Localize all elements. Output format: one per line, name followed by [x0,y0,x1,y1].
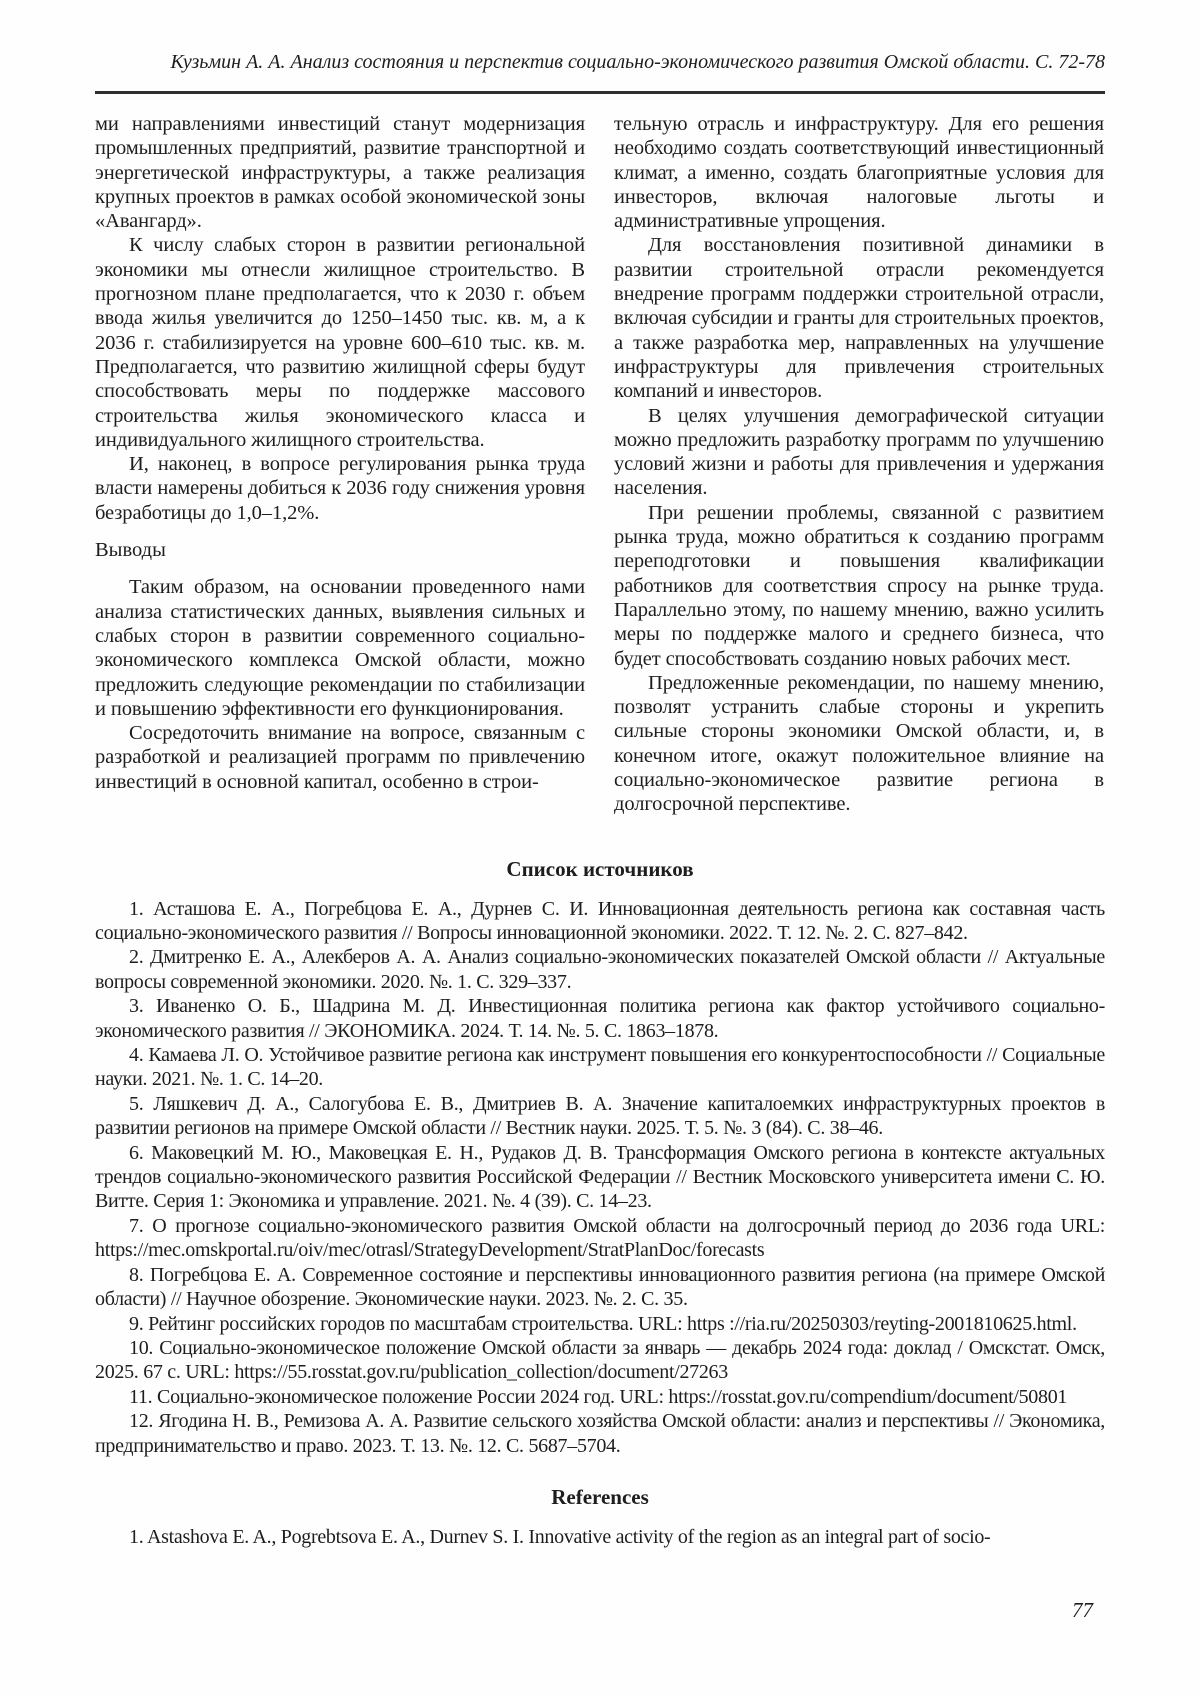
reference-item: 5. Ляшкевич Д. А., Салогубова Е. В., Дмитриев В. А. Значение капиталоемких инфраструктурных проектов в развитии регионов на примере Омской области // Вестник науки. 2025. Т. 5. №. 3 (84). С. 38–46. [95,1092,1105,1140]
paragraph: Для восстановления позитивной динамики в развитии строительной отрасли рекомендуется внедрение программ поддержки строительной отрасли, включая субсидии и гранты для строительных проектов, а также разработка мер, направленных на улучшение инфраструктуры для привлечения строительных компаний и инвесторов. [614,234,1104,403]
left-column [95,112,585,794]
paragraph: В целях улучшения демографической ситуации можно предложить разработку программ по улучшению условий жизни и работы для привлечения и удержания населения. [614,404,1104,500]
reference-item: 3. Иваненко О. Б., Шадрина М. Д. Инвестиционная политика региона как фактор устойчивого социально-экономического развития // ЭКОНОМИКА. 2024. Т. 14. №. 5. С. 1863–1878. [95,995,1105,1042]
reference-item: 1. Асташова Е. А., Погребцова Е. А., Дурнев С. И. Инновационная деятельность региона как составная часть социально-экономического развития // Вопросы инновационной экономики. 2022. Т. 12. №. 2. С. 827–842. [95,897,1105,945]
reference-item: 4. Камаева Л. О. Устойчивое развитие региона как инструмент повышения его конкурентоспособности // Социальные науки. 2021. №. 1. С. 14–20. [95,1044,1105,1091]
paragraph: Сосредоточить внимание на вопросе, связанным с разработкой и реализацией программ по привлечению инвестиций в основной капитал, особенно в строи- [95,722,585,793]
running-head: Кузьмин А. А. Анализ состояния и перспектив социально-экономического развития Омской области. С. 72-78 [170,51,1105,73]
reference-item: 8. Погребцова Е. А. Современное состояние и перспективы инновационного развития региона (на примере Омской области) // Научное обозрение. Экономические науки. 2023. №. 2. С. 35. [95,1263,1105,1311]
paragraph: При решении проблемы, связанной с развитием рынка труда, можно обратиться к созданию программ переподготовки и повышения квалификации работников для соответствия спросу на рынке труда. Параллельно этому, по нашему мнению, важно усилить меры по поддержке малого и среднего бизнеса, что будет способствовать созданию новых рабочих мест. [614,501,1104,670]
paragraph: ми направлениями инвестиций станут модернизация промышленных предприятий, развитие транспортной и энергетической инфраструктуры, а также реализация крупных проектов в рамках особой экономической зоны «Авангард». [95,113,585,233]
sources-heading: Список источников [506,856,694,881]
two-column-body [95,112,1105,817]
reference-item: 7. О прогнозе социально-экономического развития Омской области на долгосрочный период до 2036 года URL: https://mec.omskportal.ru/oiv/mec/otrasl/StrategyDevelopment/StratPlanDoc/forecasts [95,1214,1105,1262]
references-list [95,1525,1105,1549]
reference-item: 9. Рейтинг российских городов по масштабам строительства. URL: https ://ria.ru/20250303/reyting-2001810625.html. [129,1312,1077,1335]
references-heading: References [551,1484,649,1509]
right-column [614,112,1104,817]
sources-list [95,897,1105,1458]
sources-section [95,857,1105,1458]
reference-item: 10. Социально-экономическое положение Омской области за январь — декабрь 2024 года: доклад / Омскстат. Омск, 2025. 67 с. URL: https://55.rosstat.gov.ru/publication_collection/document/27263 [95,1336,1105,1384]
reference-item: 6. Маковецкий М. Ю., Маковецкая Е. Н., Рудаков Д. В. Трансформация Омского региона в контексте актуальных трендов социально-экономического развития Российской Федерации // Вестник Московского университета имени С. Ю. Витте. Серия 1: Экономика и управление. 2021. №. 4 (39). С. 14–23. [95,1141,1105,1213]
subsection-heading: Выводы [95,539,166,562]
paragraph: И, наконец, в вопросе регулирования рынка труда власти намерены добиться к 2036 году снижения уровня безработицы до 1,0–1,2%. [95,453,585,524]
paragraph: тельную отрасль и инфраструктуру. Для его решения необходимо создать соответствующий инвестиционный климат, а именно, создать благоприятные условия для инвесторов, включая налоговые льготы и административные упрощения. [614,113,1104,233]
references-section [95,1485,1105,1549]
paragraph: Предложенные рекомендации, по нашему мнению, позволят устранить слабые стороны и укрепить сильные стороны экономики Омской области, и, в конечном итоге, окажут положительное влияние на социально-экономическое развитие региона в долгосрочной перспективе. [614,671,1104,816]
reference-item: 12. Ягодина Н. В., Ремизова А. А. Развитие сельского хозяйства Омской области: анализ и перспективы // Экономика, предпринимательство и право. 2023. Т. 13. №. 12. С. 5687–5704. [95,1410,1105,1457]
page-number: 77 [1072,1598,1093,1622]
header-rule [95,91,1105,94]
paragraph: Таким образом, на основании проведенного нами анализа статистических данных, выявления сильных и слабых сторон в развитии современного социально-экономического комплекса Омской области, можно предложить следующие рекомендации по стабилизации и повышению эффективности его функционирования. [95,576,585,720]
reference-item: 11. Социально-экономическое положение России 2024 год. URL: https://rosstat.gov.ru/compendium/document/50801 [129,1385,1068,1408]
reference-item: 2. Дмитренко Е. А., Алекберов А. А. Анализ социально-экономических показателей Омской области // Актуальные вопросы современной экономики. 2020. №. 1. С. 329–337. [95,946,1105,993]
paragraph: К числу слабых сторон в развитии региональной экономики мы отнесли жилищное строительство. В прогнозном плане предполагается, что к 2030 г. объем ввода жилья увеличится до 1250–1450 тыс. кв. м, а к 2036 г. стабилизируется на уровне 600–610 тыс. кв. м. Предполагается, что развитию жилищной сферы будут способствовать меры по поддержке массового строительства жилья экономического класса и индивидуального жилищного строительства. [95,234,585,451]
reference-item-en: 1. Astashova E. A., Pogrebtsova E. A., Durnev S. I. Innovative activity of the region as an integral part of socio- [129,1525,991,1548]
